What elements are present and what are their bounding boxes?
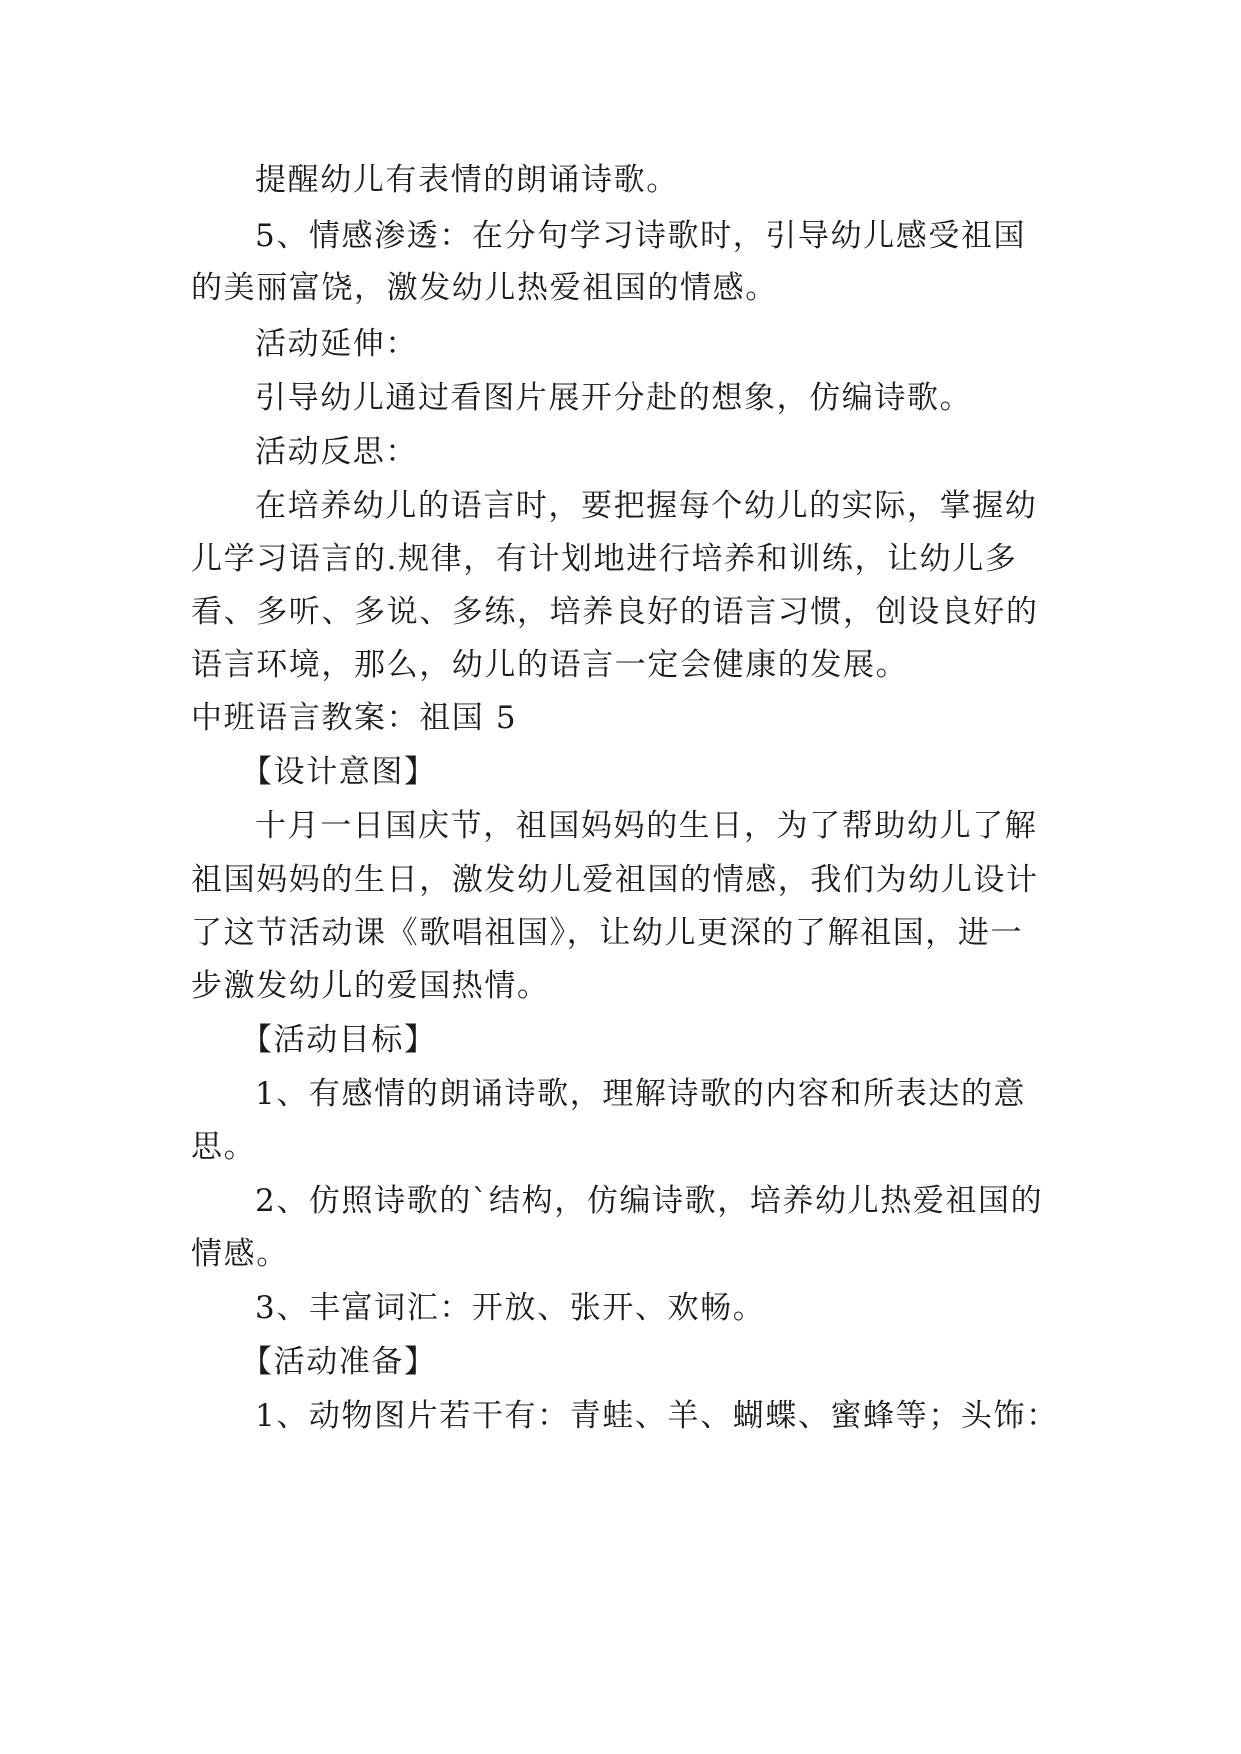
paragraph-line: 祖国妈妈的生日，激发幼儿爱祖国的情感，我们为幼儿设计	[191, 862, 1039, 898]
paragraph-line: 在培养幼儿的语言时，要把握每个幼儿的实际，掌握幼	[255, 488, 1038, 524]
paragraph-line: 1、动物图片若干有：青蛙、羊、蝴蝶、蜜蜂等；头饰：	[255, 1398, 1059, 1434]
paragraph-line: 5、情感渗透：在分句学习诗歌时，引导幼儿感受祖国	[255, 218, 1027, 254]
paragraph-line: 提醒幼儿有表情的朗诵诗歌。	[255, 162, 679, 198]
paragraph-line: 引导幼儿通过看图片展开分赴的想象，仿编诗歌。	[255, 380, 973, 416]
heading-activity-preparation: 【活动准备】	[241, 1344, 437, 1380]
section-title: 中班语言教案：祖国 5	[191, 700, 518, 736]
paragraph-line: 情感。	[191, 1236, 289, 1272]
paragraph-line: 儿学习语言的.规律，有计划地进行培养和训练，让幼儿多	[191, 541, 1018, 577]
subheading-activity-reflection: 活动反思：	[255, 434, 418, 470]
paragraph-line: 步激发幼儿的爱国热情。	[191, 968, 550, 1004]
heading-design-intent: 【设计意图】	[241, 754, 437, 790]
paragraph-line: 思。	[191, 1129, 257, 1165]
paragraph-line: 3、丰富词汇：开放、张开、欢畅。	[255, 1290, 766, 1326]
heading-activity-goals: 【活动目标】	[241, 1022, 437, 1058]
paragraph-line: 看、多听、多说、多练，培养良好的语言习惯，创设良好的	[191, 594, 1039, 630]
paragraph-line: 1、有感情的朗诵诗歌，理解诗歌的内容和所表达的意	[255, 1076, 1027, 1112]
paragraph-line: 语言环境，那么，幼儿的语言一定会健康的发展。	[191, 647, 909, 683]
paragraph-line: 的美丽富饶，激发幼儿热爱祖国的情感。	[191, 270, 778, 306]
subheading-activity-extension: 活动延伸：	[255, 326, 418, 362]
paragraph-line: 十月一日国庆节，祖国妈妈的生日，为了帮助幼儿了解	[255, 808, 1038, 844]
paragraph-line: 2、仿照诗歌的`结构，仿编诗歌，培养幼儿热爱祖国的	[255, 1183, 1044, 1219]
paragraph-line: 了这节活动课《歌唱祖国》，让幼儿更深的了解祖国，进一	[191, 915, 1024, 951]
